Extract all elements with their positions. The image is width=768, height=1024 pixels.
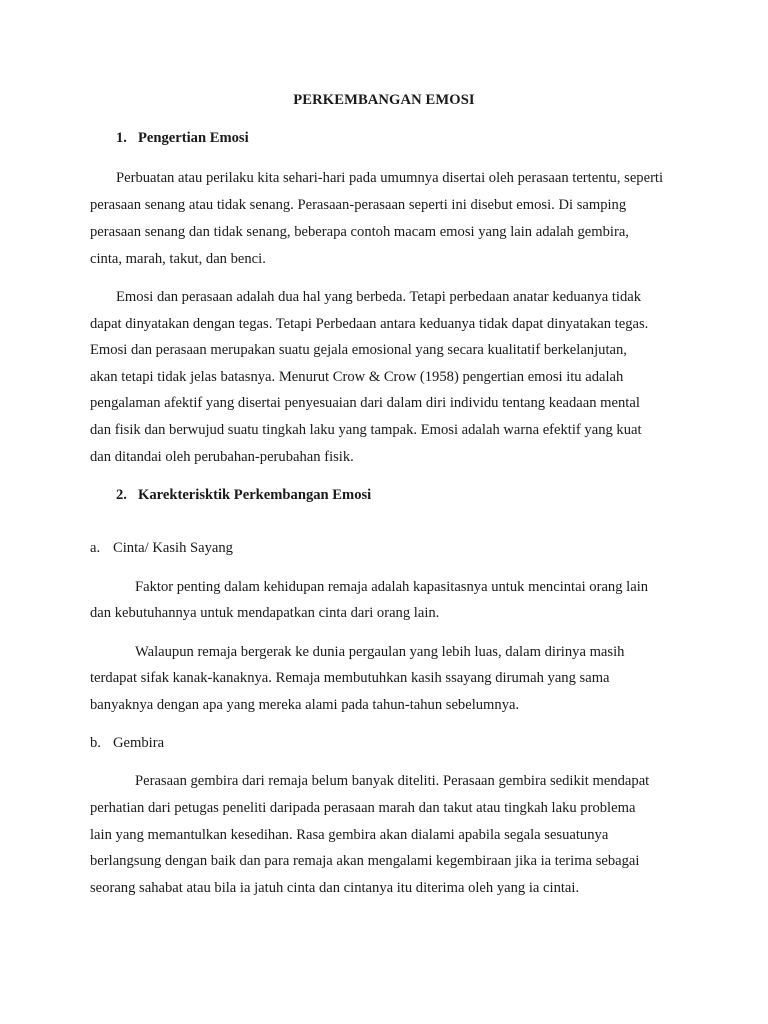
paragraph-line: dan kebutuhannya untuk mendapatkan cinta dari orang lain. <box>90 605 440 621</box>
subheading-letter: a. <box>90 540 101 556</box>
page-title: PERKEMBANGAN EMOSI <box>293 92 475 108</box>
paragraph-line: perasaan senang dan tidak senang, beberapa contoh macam emosi yang lain adalah gembira, <box>90 224 629 240</box>
paragraph-line: Emosi dan perasaan adalah dua hal yang berbeda. Tetapi perbedaan anatar keduanya tidak <box>116 289 642 305</box>
paragraph-line: perhatian dari petugas peneliti daripada perasaan marah dan takut atau tingkah laku problema <box>90 800 636 816</box>
subheading-letter: b. <box>90 735 101 751</box>
paragraph-line: perasaan senang atau tidak senang. Perasaan-perasaan seperti ini disebut emosi. Di samping <box>90 197 627 213</box>
paragraph-line: dapat dinyatakan dengan tegas. Tetapi Perbedaan antara keduanya tidak dapat dinyatakan tegas. <box>90 316 649 332</box>
subheading-cinta-kasih-sayang <box>90 540 233 557</box>
section-heading-text: Pengertian Emosi <box>138 130 249 146</box>
paragraph-line: dan ditandai oleh perubahan-perubahan fisik. <box>90 449 354 465</box>
paragraph-line: dan fisik dan berwujud suatu tingkah laku yang tampak. Emosi adalah warna efektif yang kuat <box>90 422 642 438</box>
paragraph-line: lain yang memantulkan kesedihan. Rasa gembira akan dialami apabila segala sesuatunya <box>90 827 609 843</box>
paragraph-line: banyaknya dengan apa yang mereka alami pada tahun-tahun sebelumnya. <box>90 697 520 713</box>
paragraph-line: Emosi dan perasaan merupakan suatu gejala emosional yang secara kualitatif berkelanjutan, <box>90 342 627 358</box>
paragraph-line: berlangsung dengan baik dan para remaja akan mengalami kegembiraan jika ia terima sebagai <box>90 853 640 869</box>
subheading-text: Cinta/ Kasih Sayang <box>113 540 233 556</box>
section-heading-pengertian-emosi <box>116 130 249 147</box>
paragraph-line: seorang sahabat atau bila ia jatuh cinta dan cintanya itu diterima oleh yang ia cintai. <box>90 880 580 896</box>
section-heading-text: Karekterisktik Perkembangan Emosi <box>138 487 372 503</box>
paragraph-line: Perbuatan atau perilaku kita sehari-hari pada umumnya disertai oleh perasaan tertentu, seperti <box>116 170 664 186</box>
paragraph-line: Faktor penting dalam kehidupan remaja adalah kapasitasnya untuk mencintai orang lain <box>135 579 649 595</box>
paragraph-line: terdapat sifak kanak-kanaknya. Remaja membutuhkan kasih ssayang dirumah yang sama <box>90 670 610 686</box>
paragraph-line: Perasaan gembira dari remaja belum banyak diteliti. Perasaan gembira sedikit mendapat <box>135 773 650 789</box>
paragraph-line: cinta, marah, takut, dan benci. <box>90 251 266 267</box>
paragraph-line: pengalaman afektif yang disertai penyesuaian dari dalam diri individu tentang keadaan mental <box>90 395 640 411</box>
section-number: 2. <box>116 487 127 503</box>
paragraph-line: akan tetapi tidak jelas batasnya. Menurut Crow & Crow (1958) pengertian emosi itu adalah <box>90 369 624 385</box>
subheading-gembira <box>90 735 164 752</box>
section-heading-karakteristik <box>116 487 371 504</box>
section-number: 1. <box>116 130 127 146</box>
paragraph-line: Walaupun remaja bergerak ke dunia pergaulan yang lebih luas, dalam dirinya masih <box>135 644 625 660</box>
subheading-text: Gembira <box>113 735 165 751</box>
